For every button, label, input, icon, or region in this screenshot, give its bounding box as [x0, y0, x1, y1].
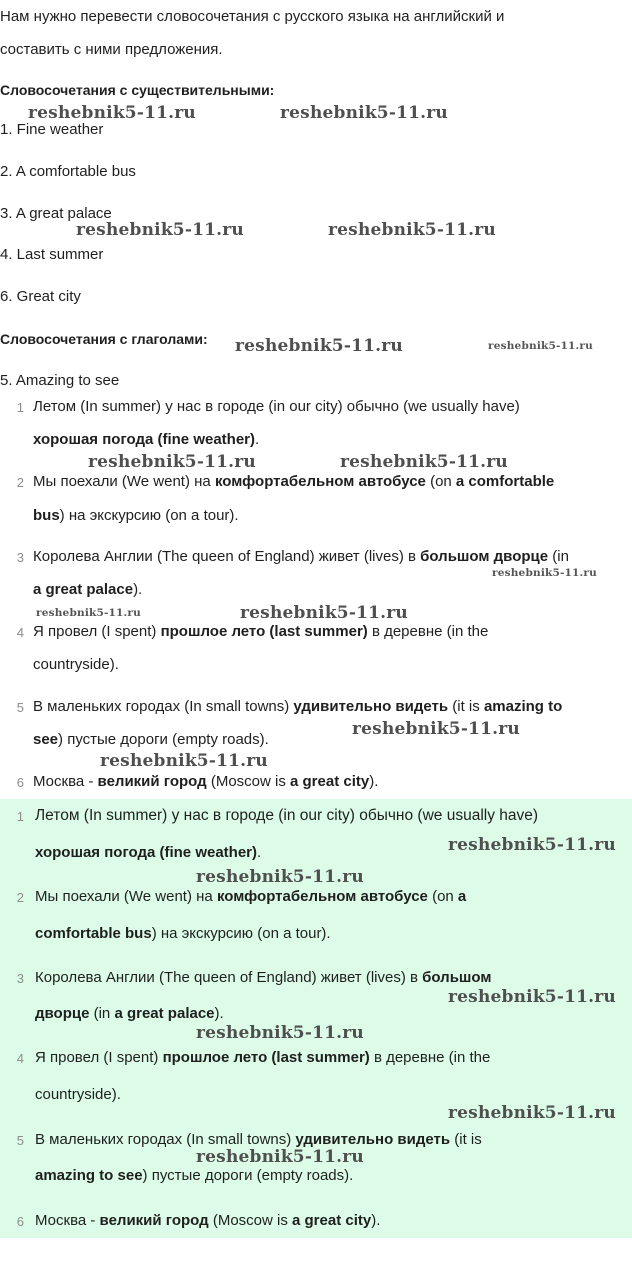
sentence-b3-line2: дворце (in a great palace).	[35, 1005, 224, 1022]
list-number: 6	[16, 1214, 24, 1229]
watermark: reshebnik5-11.ru	[488, 340, 593, 352]
watermark: reshebnik5-11.ru	[448, 987, 616, 1007]
verbs-heading: Словосочетания с глаголами:	[0, 331, 208, 347]
sentence-a2-line1: Мы поехали (We went) на комфортабельном автобусе (on a comfortable	[33, 473, 555, 490]
sentence-b2-line1: Мы поехали (We went) на комфортабельном автобусе (on a	[35, 888, 467, 905]
sentence-b4-line2: countryside).	[35, 1086, 121, 1103]
watermark: reshebnik5-11.ru	[196, 1023, 364, 1043]
watermark: reshebnik5-11.ru	[352, 719, 520, 739]
sentence-b1-line2: хорошая погода (fine weather).	[35, 844, 262, 861]
list-number: 4	[16, 1051, 24, 1066]
noun-item-2: 2. A comfortable bus	[0, 163, 136, 180]
watermark: reshebnik5-11.ru	[240, 603, 408, 623]
watermark: reshebnik5-11.ru	[88, 452, 256, 472]
list-number: 1	[16, 400, 24, 415]
sentence-a1-line2: хорошая погода (fine weather).	[33, 431, 260, 448]
watermark: reshebnik5-11.ru	[448, 835, 616, 855]
sentence-b3-line1: Королева Англии (The queen of England) живет (lives) в большом	[35, 969, 492, 986]
watermark: reshebnik5-11.ru	[28, 103, 196, 123]
watermark: reshebnik5-11.ru	[280, 103, 448, 123]
sentence-a2-line2: bus) на экскурсию (on a tour).	[33, 507, 239, 524]
watermark: reshebnik5-11.ru	[328, 220, 496, 240]
watermark: reshebnik5-11.ru	[196, 1147, 364, 1167]
sentence-b6: Москва - великий город (Moscow is a great city).	[35, 1212, 381, 1229]
watermark: reshebnik5-11.ru	[448, 1103, 616, 1123]
nouns-heading: Словосочетания с существительными:	[0, 82, 275, 98]
sentence-a1-line1: Летом (In summer) у нас в городе (in our city) обычно (we usually have)	[33, 398, 520, 415]
list-number: 1	[16, 809, 24, 824]
watermark: reshebnik5-11.ru	[76, 220, 244, 240]
noun-item-1: 1. Fine weather	[0, 121, 104, 138]
watermark: reshebnik5-11.ru	[340, 452, 508, 472]
sentence-b5-line1: В маленьких городах (In small towns) удивительно видеть (it is	[35, 1131, 482, 1148]
noun-item-3: 3. A great palace	[0, 205, 112, 222]
watermark: reshebnik5-11.ru	[36, 607, 141, 619]
intro-line-2: составить с ними предложения.	[0, 41, 223, 58]
list-number: 6	[16, 775, 24, 790]
list-number: 2	[16, 890, 24, 905]
sentence-b5-line2: amazing to see) пустые дороги (empty roads).	[35, 1167, 354, 1184]
sentence-a5-line2: see) пустые дороги (empty roads).	[33, 731, 269, 748]
sentence-a3-line1: Королева Англии (The queen of England) живет (lives) в большом дворце (in	[33, 548, 569, 565]
list-number: 4	[16, 625, 24, 640]
noun-item-4: 4. Last summer	[0, 246, 104, 263]
sentence-a4-line2: countryside).	[33, 656, 119, 673]
watermark: reshebnik5-11.ru	[235, 336, 403, 356]
sentence-a6: Москва - великий город (Moscow is a great city).	[33, 773, 379, 790]
list-number: 3	[16, 971, 24, 986]
list-number: 2	[16, 475, 24, 490]
sentence-a4-line1: Я провел (I spent) прошлое лето (last summer) в деревне (in the	[33, 623, 489, 640]
verb-item-5: 5. Amazing to see	[0, 372, 120, 389]
list-number: 3	[16, 550, 24, 565]
sentence-b2-line2: comfortable bus) на экскурсию (on a tour).	[35, 925, 331, 942]
watermark: reshebnik5-11.ru	[100, 751, 268, 771]
list-number: 5	[16, 1133, 24, 1148]
sentence-a3-line2: a great palace).	[33, 581, 143, 598]
noun-item-6: 6. Great city	[0, 288, 81, 305]
sentence-a5-line1: В маленьких городах (In small towns) удивительно видеть (it is amazing to	[33, 698, 563, 715]
watermark: reshebnik5-11.ru	[196, 867, 364, 887]
sentence-b4-line1: Я провел (I spent) прошлое лето (last summer) в деревне (in the	[35, 1049, 491, 1066]
intro-line-1: Нам нужно перевести словосочетания с русского языка на английский и	[0, 8, 505, 25]
watermark: reshebnik5-11.ru	[492, 567, 597, 579]
list-number: 5	[16, 700, 24, 715]
sentence-b1-line1: Летом (In summer) у нас в городе (in our city) обычно (we usually have)	[35, 807, 539, 824]
